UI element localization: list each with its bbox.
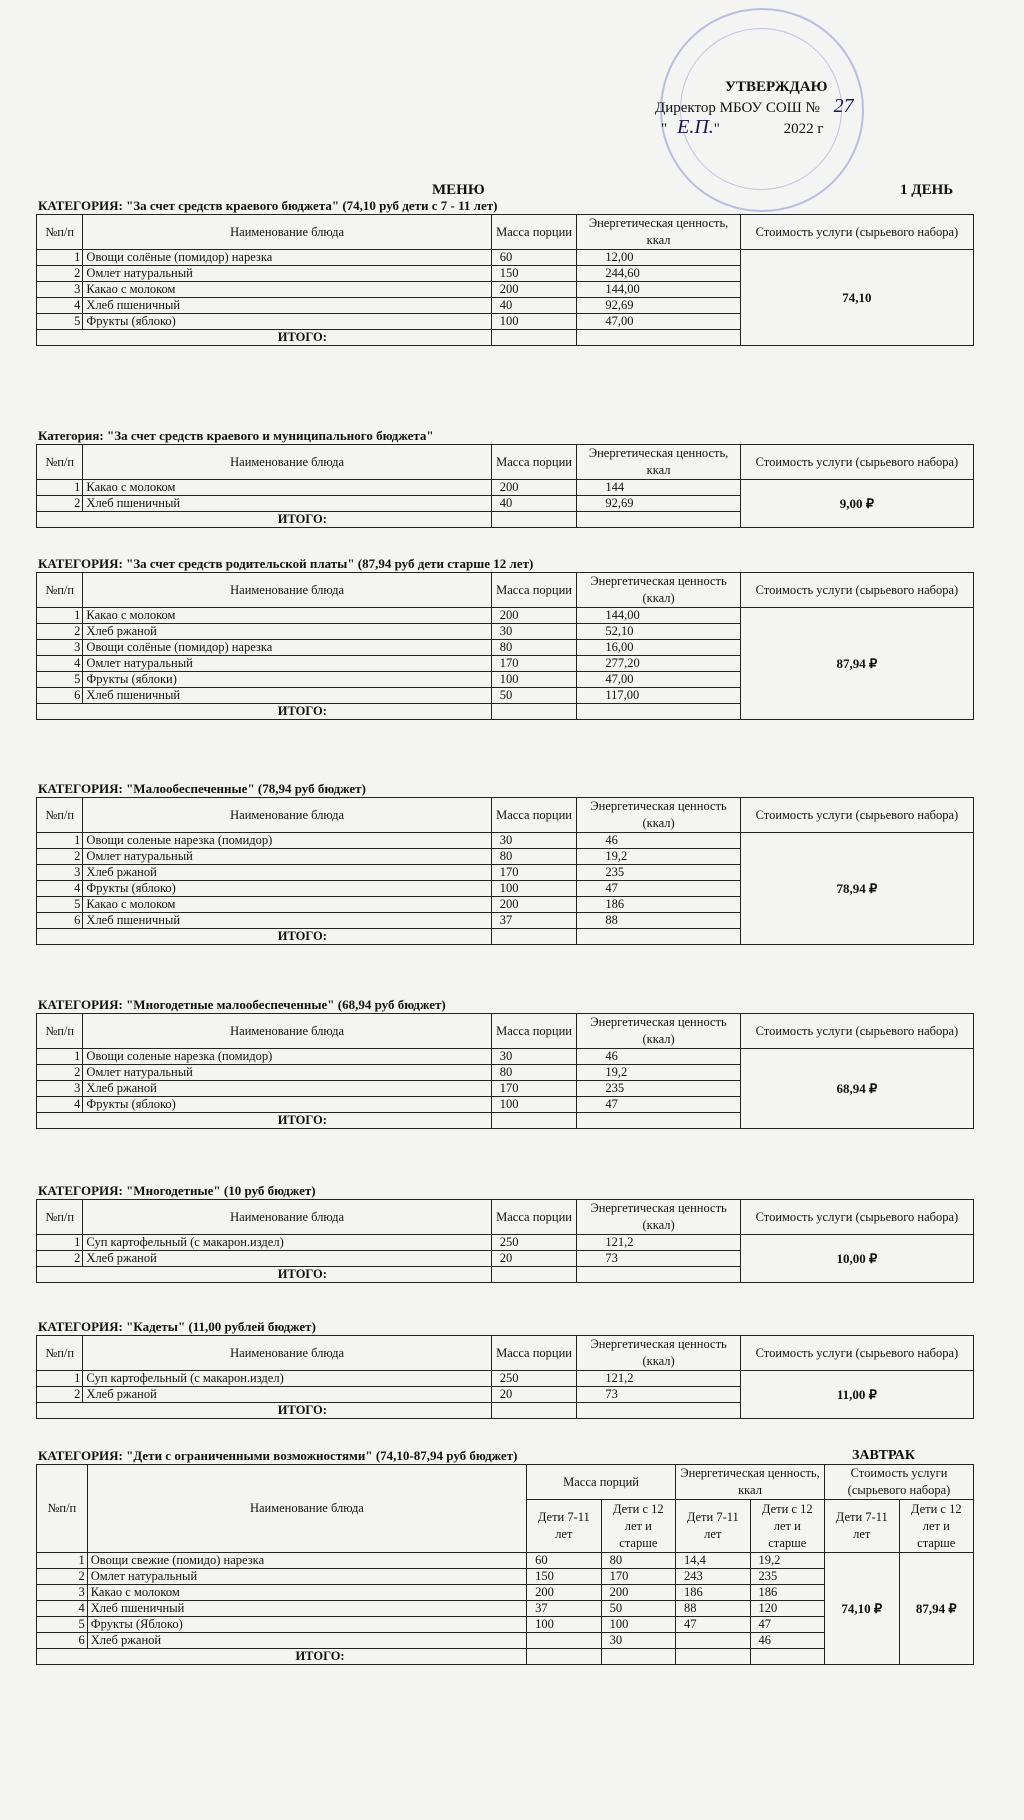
dish-name: Фрукты (яблоко) [83, 314, 491, 330]
category-title: КАТЕГОРИЯ: "Малообеспеченные" (78,94 руб бюджет) [38, 781, 366, 796]
dish-kcal: 16,00 [577, 640, 740, 656]
total-mass [491, 512, 577, 528]
dish-name: Овощи соленые нарезка (помидор) [83, 833, 491, 849]
dish-mass: 80 [491, 1065, 577, 1081]
dish-name: Овощи солёные (помидор) нарезка [83, 640, 491, 656]
header-row [37, 1336, 974, 1371]
dish-kcal: 19,2 [577, 1065, 740, 1081]
dish-kcal-old: 47 [750, 1617, 824, 1633]
dish-name: Какао с молоком [83, 282, 491, 298]
dish-kcal-young: 14,4 [676, 1553, 750, 1569]
total-mass [491, 704, 577, 720]
row-number: 1 [37, 1049, 83, 1065]
col-mass: Масса порции [491, 1014, 577, 1049]
row-number: 4 [37, 298, 83, 314]
dish-name: Фрукты (яблоко) [83, 881, 491, 897]
dish-mass: 50 [491, 688, 577, 704]
category-title: КАТЕГОРИЯ: "Многодетные малообеспеченные" (68,94 руб бюджет) [38, 997, 446, 1012]
menu-table [36, 214, 974, 346]
dish-name: Какао с молоком [83, 480, 491, 496]
dish-mass: 30 [491, 1049, 577, 1065]
col-kcal: Энергетическая ценность (ккал) [577, 1014, 740, 1049]
dish-mass-young: 37 [527, 1601, 601, 1617]
total-mass [491, 1113, 577, 1129]
total-label: ИТОГО: [37, 512, 492, 528]
price-cell: 87,94 ₽ [740, 608, 973, 720]
col-mass: Масса порции [491, 445, 577, 480]
dish-name: Фрукты (яблоки) [83, 672, 491, 688]
row-number: 4 [37, 1097, 83, 1113]
dish-kcal: 47 [577, 881, 740, 897]
row-number: 2 [37, 624, 83, 640]
table-row [37, 608, 974, 624]
dish-name: Омлет натуральный [83, 849, 491, 865]
col-name: Наименование блюда [83, 215, 491, 250]
col-mass: Масса порции [491, 1336, 577, 1371]
table-row [37, 1371, 974, 1387]
header-row [37, 1200, 974, 1235]
dish-mass: 100 [491, 881, 577, 897]
row-number: 1 [37, 480, 83, 496]
menu-table [36, 572, 974, 720]
col-num: №п/п [37, 798, 83, 833]
total-label: ИТОГО: [37, 704, 492, 720]
dish-name: Омлет натуральный [83, 1065, 491, 1081]
col-price: Стоимость услуги (сырьевого набора) [825, 1465, 974, 1500]
total-cell [676, 1649, 750, 1665]
dish-kcal: 144,00 [577, 608, 740, 624]
dish-mass-young: 100 [527, 1617, 601, 1633]
dish-name: Хлеб ржаной [83, 1387, 491, 1403]
dish-name: Омлет натуральный [87, 1569, 526, 1585]
day-title: 1 ДЕНЬ [900, 182, 954, 198]
category-title: КАТЕГОРИЯ: "За счет средств родительской платы" (87,94 руб дети старше 12 лет) [38, 556, 534, 571]
dish-kcal: 73 [577, 1387, 740, 1403]
price-cell: 9,00 ₽ [740, 480, 973, 528]
dish-mass-old: 200 [601, 1585, 675, 1601]
menu-table [36, 797, 974, 945]
row-number: 1 [37, 1553, 88, 1569]
row-number: 2 [37, 1387, 83, 1403]
col-old: Дети с 12 лет и старше [601, 1500, 675, 1553]
row-number: 2 [37, 1251, 83, 1267]
row-number: 4 [37, 881, 83, 897]
dish-kcal: 47,00 [577, 314, 740, 330]
total-mass [491, 1267, 577, 1283]
col-name: Наименование блюда [83, 1200, 491, 1235]
dish-mass: 200 [491, 608, 577, 624]
menu-title: МЕНЮ [432, 182, 485, 198]
dish-kcal-old: 120 [750, 1601, 824, 1617]
dish-name: Хлеб пшеничный [83, 496, 491, 512]
row-number: 3 [37, 1081, 83, 1097]
dish-mass: 40 [491, 496, 577, 512]
dish-kcal-old: 46 [750, 1633, 824, 1649]
dish-kcal: 12,00 [577, 250, 740, 266]
row-number: 5 [37, 672, 83, 688]
category-title: КАТЕГОРИЯ: "Кадеты" (11,00 рублей бюджет) [38, 1319, 316, 1334]
dish-name: Суп картофельный (с макарон.издел) [83, 1371, 491, 1387]
total-mass [491, 330, 577, 346]
dish-mass: 200 [491, 897, 577, 913]
dish-mass: 200 [491, 480, 577, 496]
row-number: 2 [37, 849, 83, 865]
col-young: Дети 7-11 лет [825, 1500, 899, 1553]
price-cell: 11,00 ₽ [740, 1371, 973, 1419]
total-cell [527, 1649, 601, 1665]
dish-kcal: 235 [577, 1081, 740, 1097]
dish-mass: 30 [491, 833, 577, 849]
dish-name: Хлеб ржаной [83, 1251, 491, 1267]
row-number: 3 [37, 1585, 88, 1601]
dish-kcal: 46 [577, 1049, 740, 1065]
dish-kcal: 73 [577, 1251, 740, 1267]
total-mass [491, 1403, 577, 1419]
dish-name: Хлеб пшеничный [87, 1601, 526, 1617]
category-title: КАТЕГОРИЯ: "Многодетные" (10 руб бюджет) [38, 1183, 316, 1198]
dish-kcal-old: 235 [750, 1569, 824, 1585]
header-row [37, 1465, 974, 1500]
col-kcal: Энергетическая ценность, ккал [676, 1465, 825, 1500]
menu-table-disabled [36, 1464, 974, 1665]
price-cell: 10,00 ₽ [740, 1235, 973, 1283]
dish-name: Какао с молоком [83, 897, 491, 913]
dish-mass-old: 80 [601, 1553, 675, 1569]
col-price: Стоимость услуги (сырьевого набора) [740, 573, 973, 608]
col-name: Наименование блюда [83, 1014, 491, 1049]
dish-mass-old: 50 [601, 1601, 675, 1617]
col-mass: Масса порции [491, 798, 577, 833]
dish-name: Хлеб ржаной [83, 624, 491, 640]
dish-mass: 20 [491, 1387, 577, 1403]
dish-kcal-young [676, 1633, 750, 1649]
dish-kcal-young: 186 [676, 1585, 750, 1601]
col-name: Наименование блюда [83, 445, 491, 480]
table-row [37, 250, 974, 266]
dish-kcal: 144 [577, 480, 740, 496]
col-num: №п/п [37, 1200, 83, 1235]
dish-mass-old: 170 [601, 1569, 675, 1585]
dish-kcal: 244,60 [577, 266, 740, 282]
dish-mass: 80 [491, 849, 577, 865]
col-kcal: Энергетическая ценность (ккал) [577, 798, 740, 833]
total-label: ИТОГО: [37, 1403, 492, 1419]
row-number: 2 [37, 1065, 83, 1081]
col-kcal: Энергетическая ценность (ккал) [577, 573, 740, 608]
col-kcal: Энергетическая ценность, ккал [577, 445, 740, 480]
col-price: Стоимость услуги (сырьевого набора) [740, 445, 973, 480]
dish-kcal: 92,69 [577, 496, 740, 512]
approval-title: УТВЕРЖДАЮ [725, 79, 828, 95]
total-label: ИТОГО: [37, 330, 492, 346]
total-kcal [577, 929, 740, 945]
table-row [37, 1235, 974, 1251]
row-number: 3 [37, 640, 83, 656]
dish-name: Хлеб ржаной [83, 1081, 491, 1097]
col-price: Стоимость услуги (сырьевого набора) [740, 1014, 973, 1049]
col-young: Дети 7-11 лет [676, 1500, 750, 1553]
approval-date: " Е.П." 2022 г [661, 116, 824, 138]
row-number: 6 [37, 913, 83, 929]
dish-name: Хлеб ржаной [83, 865, 491, 881]
row-number: 3 [37, 282, 83, 298]
dish-kcal: 88 [577, 913, 740, 929]
total-label: ИТОГО: [37, 1649, 527, 1665]
row-number: 6 [37, 688, 83, 704]
total-kcal [577, 512, 740, 528]
row-number: 3 [37, 865, 83, 881]
dish-kcal-young: 243 [676, 1569, 750, 1585]
dish-kcal-old: 186 [750, 1585, 824, 1601]
col-num: №п/п [37, 215, 83, 250]
table-row [37, 1553, 974, 1569]
col-num: №п/п [37, 573, 83, 608]
total-cell [750, 1649, 824, 1665]
dish-kcal: 52,10 [577, 624, 740, 640]
dish-kcal: 117,00 [577, 688, 740, 704]
dish-name: Хлеб пшеничный [83, 913, 491, 929]
price-old: 87,94 ₽ [899, 1553, 974, 1665]
price-cell: 78,94 ₽ [740, 833, 973, 945]
header-row [37, 573, 974, 608]
row-number: 1 [37, 833, 83, 849]
dish-mass: 100 [491, 314, 577, 330]
dish-name: Фрукты (яблоко) [83, 1097, 491, 1113]
dish-kcal: 121,2 [577, 1371, 740, 1387]
school-number: 27 [833, 95, 854, 117]
col-price: Стоимость услуги (сырьевого набора) [740, 215, 973, 250]
dish-kcal-young: 47 [676, 1617, 750, 1633]
col-mass: Масса порции [491, 573, 577, 608]
price-cell: 74,10 [740, 250, 973, 346]
total-kcal [577, 330, 740, 346]
header-row [37, 215, 974, 250]
menu-table [36, 444, 974, 528]
dish-kcal: 121,2 [577, 1235, 740, 1251]
dish-mass: 80 [491, 640, 577, 656]
price-cell: 68,94 ₽ [740, 1049, 973, 1129]
dish-mass: 170 [491, 656, 577, 672]
dish-mass: 20 [491, 1251, 577, 1267]
approval-director: Директор МБОУ СОШ № 27 [655, 95, 854, 117]
dish-kcal: 186 [577, 897, 740, 913]
menu-table [36, 1013, 974, 1129]
col-old: Дети с 12 лет и старше [899, 1500, 974, 1553]
dish-name: Хлеб пшеничный [83, 688, 491, 704]
total-kcal [577, 1113, 740, 1129]
col-kcal: Энергетическая ценность (ккал) [577, 1336, 740, 1371]
header-row [37, 1014, 974, 1049]
row-number: 6 [37, 1633, 88, 1649]
dish-mass-old: 100 [601, 1617, 675, 1633]
col-old: Дети с 12 лет и старше [750, 1500, 824, 1553]
row-number: 1 [37, 1235, 83, 1251]
row-number: 5 [37, 897, 83, 913]
dish-kcal: 92,69 [577, 298, 740, 314]
dish-mass: 250 [491, 1235, 577, 1251]
row-number: 5 [37, 314, 83, 330]
col-mass: Масса порций [527, 1465, 676, 1500]
dish-mass: 250 [491, 1371, 577, 1387]
menu-table [36, 1199, 974, 1283]
breakfast-label: ЗАВТРАК [852, 1448, 916, 1463]
header-row [37, 445, 974, 480]
col-num: №п/п [37, 1014, 83, 1049]
dish-name: Какао с молоком [83, 608, 491, 624]
dish-mass: 150 [491, 266, 577, 282]
row-number: 1 [37, 608, 83, 624]
category-title: КАТЕГОРИЯ: "За счет средств краевого бюджета" (74,10 руб дети с 7 - 11 лет) [38, 198, 498, 213]
dish-mass: 30 [491, 624, 577, 640]
dish-mass: 170 [491, 865, 577, 881]
row-number: 2 [37, 1569, 88, 1585]
total-kcal [577, 704, 740, 720]
dish-mass: 100 [491, 1097, 577, 1113]
dish-name: Омлет натуральный [83, 656, 491, 672]
table-row [37, 1049, 974, 1065]
dish-name: Суп картофельный (с макарон.издел) [83, 1235, 491, 1251]
table-row [37, 480, 974, 496]
col-mass: Масса порции [491, 1200, 577, 1235]
dish-kcal: 19,2 [577, 849, 740, 865]
col-name: Наименование блюда [83, 1336, 491, 1371]
dish-name: Хлеб ржаной [87, 1633, 526, 1649]
dish-kcal: 47,00 [577, 672, 740, 688]
col-name: Наименование блюда [87, 1465, 526, 1553]
row-number: 5 [37, 1617, 88, 1633]
row-number: 2 [37, 266, 83, 282]
dish-name: Овощи свежие (помидо) нарезка [87, 1553, 526, 1569]
dish-mass: 37 [491, 913, 577, 929]
dish-kcal: 235 [577, 865, 740, 881]
dish-kcal-young: 88 [676, 1601, 750, 1617]
col-price: Стоимость услуги (сырьевого набора) [740, 798, 973, 833]
table-row [37, 833, 974, 849]
col-num: №п/п [37, 445, 83, 480]
dish-kcal: 47 [577, 1097, 740, 1113]
dish-kcal: 277,20 [577, 656, 740, 672]
dish-name: Омлет натуральный [83, 266, 491, 282]
dish-mass-young [527, 1633, 601, 1649]
col-name: Наименование блюда [83, 573, 491, 608]
dish-mass: 100 [491, 672, 577, 688]
signature: Е.П. [677, 116, 714, 138]
total-kcal [577, 1403, 740, 1419]
col-num: №п/п [37, 1336, 83, 1371]
category-title: КАТЕГОРИЯ: "Дети с ограниченными возможностями" (74,10-87,94 руб бюджет) [38, 1448, 518, 1463]
approval-block [655, 78, 895, 139]
total-cell [601, 1649, 675, 1665]
col-kcal: Энергетическая ценность, ккал [577, 215, 740, 250]
dish-mass-old: 30 [601, 1633, 675, 1649]
col-mass: Масса порции [491, 215, 577, 250]
dish-mass: 200 [491, 282, 577, 298]
col-price: Стоимость услуги (сырьевого набора) [740, 1336, 973, 1371]
row-number: 1 [37, 250, 83, 266]
dish-name: Овощи соленые нарезка (помидор) [83, 1049, 491, 1065]
dish-name: Фрукты (Яблоко) [87, 1617, 526, 1633]
dish-kcal: 144,00 [577, 282, 740, 298]
dish-mass: 60 [491, 250, 577, 266]
col-young: Дети 7-11 лет [527, 1500, 601, 1553]
total-kcal [577, 1267, 740, 1283]
dish-kcal: 46 [577, 833, 740, 849]
total-label: ИТОГО: [37, 1113, 492, 1129]
total-mass [491, 929, 577, 945]
category-title: Категория: "За счет средств краевого и муниципального бюджета" [38, 428, 434, 443]
col-name: Наименование блюда [83, 798, 491, 833]
dish-kcal-old: 19,2 [750, 1553, 824, 1569]
dish-name: Какао с молоком [87, 1585, 526, 1601]
row-number: 4 [37, 1601, 88, 1617]
dish-mass-young: 200 [527, 1585, 601, 1601]
col-num: №п/п [37, 1465, 88, 1553]
dish-mass-young: 150 [527, 1569, 601, 1585]
dish-mass: 40 [491, 298, 577, 314]
dish-name: Хлеб пшеничный [83, 298, 491, 314]
dish-name: Овощи солёные (помидор) нарезка [83, 250, 491, 266]
total-label: ИТОГО: [37, 1267, 492, 1283]
total-label: ИТОГО: [37, 929, 492, 945]
price-young: 74,10 ₽ [825, 1553, 899, 1665]
col-kcal: Энергетическая ценность (ккал) [577, 1200, 740, 1235]
row-number: 4 [37, 656, 83, 672]
col-price: Стоимость услуги (сырьевого набора) [740, 1200, 973, 1235]
menu-table [36, 1335, 974, 1419]
row-number: 1 [37, 1371, 83, 1387]
row-number: 2 [37, 496, 83, 512]
dish-mass-young: 60 [527, 1553, 601, 1569]
header-row [37, 798, 974, 833]
dish-mass: 170 [491, 1081, 577, 1097]
